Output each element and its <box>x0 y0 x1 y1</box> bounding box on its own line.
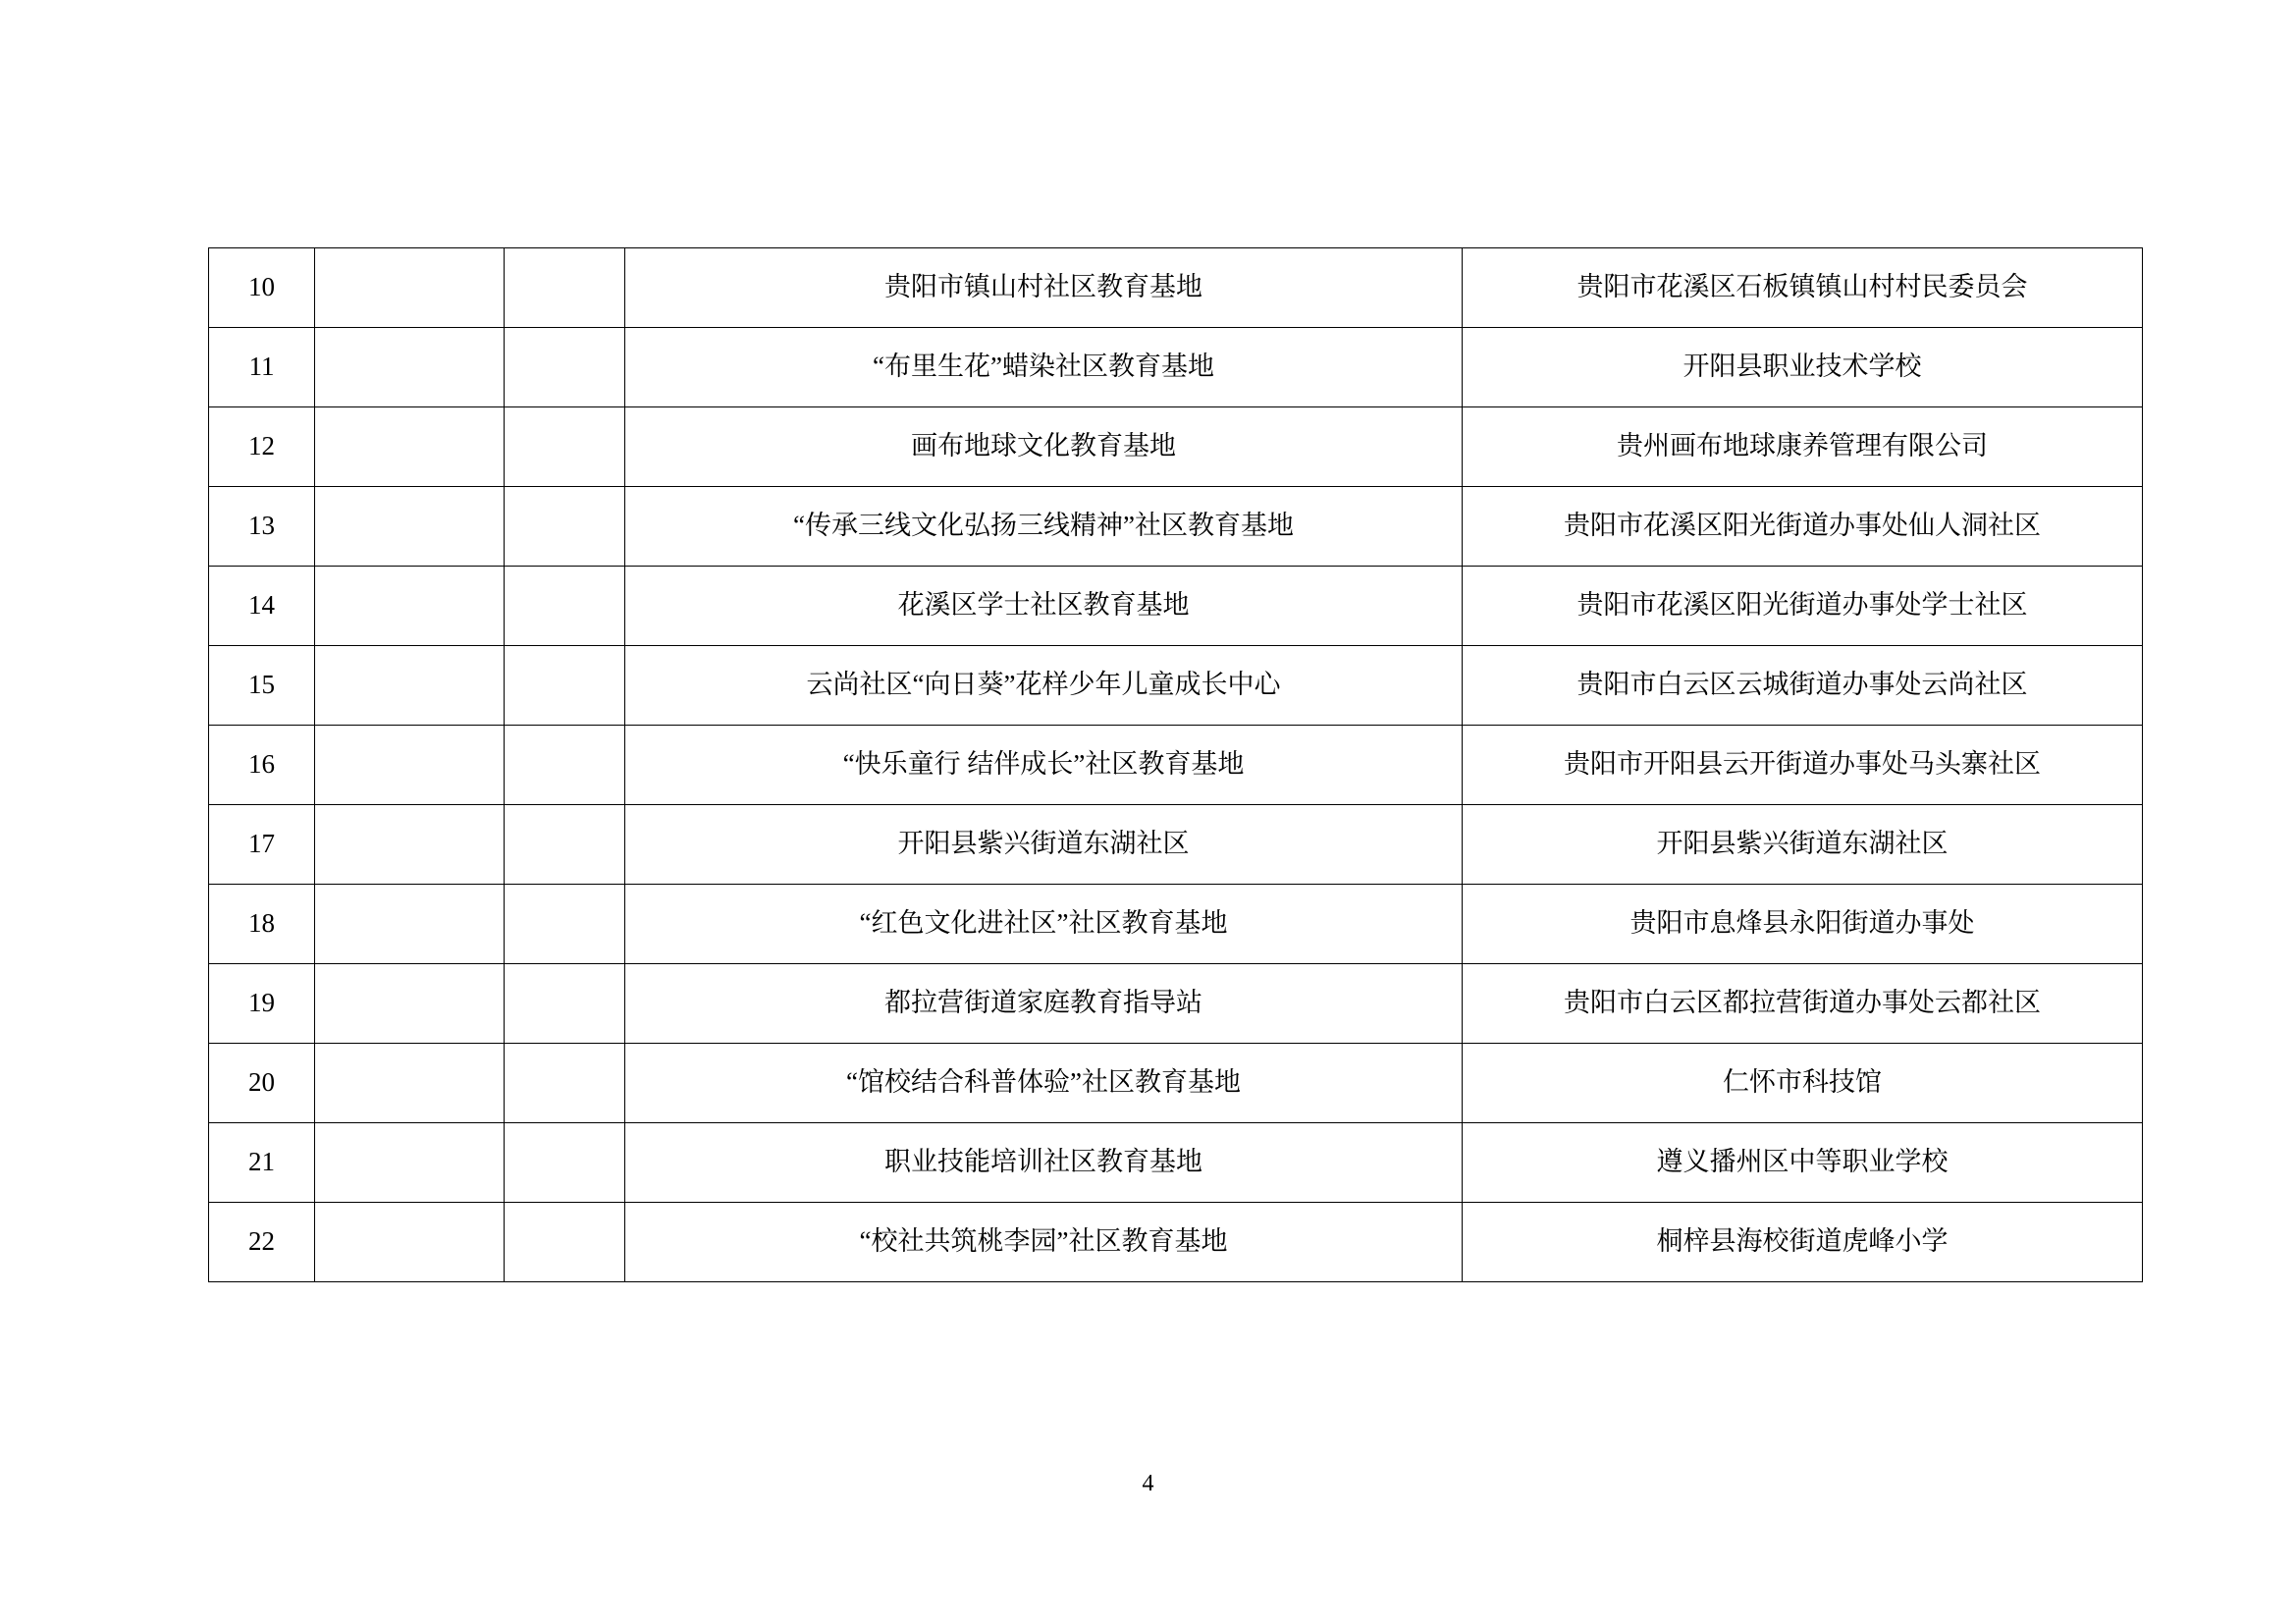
row-blank-b <box>505 248 625 328</box>
row-organization: 遵义播州区中等职业学校 <box>1463 1123 2143 1203</box>
row-blank-a <box>315 487 505 567</box>
row-blank-a <box>315 567 505 646</box>
row-blank-b <box>505 805 625 885</box>
row-organization: 仁怀市科技馆 <box>1463 1044 2143 1123</box>
row-base-name: 职业技能培训社区教育基地 <box>625 1123 1463 1203</box>
row-blank-b <box>505 407 625 487</box>
row-blank-b <box>505 726 625 805</box>
row-base-name: 开阳县紫兴街道东湖社区 <box>625 805 1463 885</box>
row-blank-a <box>315 328 505 407</box>
row-organization: 贵阳市花溪区阳光街道办事处学士社区 <box>1463 567 2143 646</box>
row-index: 16 <box>209 726 315 805</box>
row-base-name: 云尚社区“向日葵”花样少年儿童成长中心 <box>625 646 1463 726</box>
row-index: 15 <box>209 646 315 726</box>
community-education-base-table <box>208 247 2078 1282</box>
row-blank-a <box>315 1123 505 1203</box>
row-blank-a <box>315 1203 505 1282</box>
row-index: 20 <box>209 1044 315 1123</box>
table-row <box>209 248 2143 328</box>
row-organization: 开阳县紫兴街道东湖社区 <box>1463 805 2143 885</box>
table-row <box>209 1203 2143 1282</box>
row-blank-a <box>315 805 505 885</box>
row-blank-b <box>505 964 625 1044</box>
row-base-name: 贵阳市镇山村社区教育基地 <box>625 248 1463 328</box>
row-organization: 贵州画布地球康养管理有限公司 <box>1463 407 2143 487</box>
table-row <box>209 805 2143 885</box>
table-row <box>209 1044 2143 1123</box>
row-blank-a <box>315 248 505 328</box>
row-blank-a <box>315 885 505 964</box>
row-index: 10 <box>209 248 315 328</box>
table-row <box>209 885 2143 964</box>
row-blank-b <box>505 487 625 567</box>
table-row <box>209 328 2143 407</box>
row-blank-a <box>315 1044 505 1123</box>
row-base-name: 画布地球文化教育基地 <box>625 407 1463 487</box>
row-organization: 贵阳市花溪区石板镇镇山村村民委员会 <box>1463 248 2143 328</box>
row-base-name: 都拉营街道家庭教育指导站 <box>625 964 1463 1044</box>
table-row <box>209 567 2143 646</box>
page-number: 4 <box>1142 1471 1154 1496</box>
row-base-name: “校社共筑桃李园”社区教育基地 <box>625 1203 1463 1282</box>
row-blank-a <box>315 646 505 726</box>
row-index: 18 <box>209 885 315 964</box>
row-blank-b <box>505 1044 625 1123</box>
row-organization: 贵阳市白云区云城街道办事处云尚社区 <box>1463 646 2143 726</box>
row-blank-a <box>315 726 505 805</box>
row-base-name: 花溪区学士社区教育基地 <box>625 567 1463 646</box>
table-row <box>209 726 2143 805</box>
row-blank-b <box>505 1123 625 1203</box>
table-row <box>209 1123 2143 1203</box>
row-index: 14 <box>209 567 315 646</box>
row-base-name: “快乐童行 结伴成长”社区教育基地 <box>625 726 1463 805</box>
table-row <box>209 646 2143 726</box>
table-row <box>209 407 2143 487</box>
row-organization: 贵阳市花溪区阳光街道办事处仙人洞社区 <box>1463 487 2143 567</box>
row-blank-a <box>315 964 505 1044</box>
row-index: 13 <box>209 487 315 567</box>
row-organization: 贵阳市白云区都拉营街道办事处云都社区 <box>1463 964 2143 1044</box>
row-index: 11 <box>209 328 315 407</box>
row-index: 21 <box>209 1123 315 1203</box>
row-organization: 贵阳市息烽县永阳街道办事处 <box>1463 885 2143 964</box>
row-blank-b <box>505 646 625 726</box>
row-base-name: “红色文化进社区”社区教育基地 <box>625 885 1463 964</box>
row-blank-b <box>505 328 625 407</box>
table <box>208 247 2143 1282</box>
row-index: 17 <box>209 805 315 885</box>
row-organization: 开阳县职业技术学校 <box>1463 328 2143 407</box>
row-index: 22 <box>209 1203 315 1282</box>
row-organization: 桐梓县海校街道虎峰小学 <box>1463 1203 2143 1282</box>
row-base-name: “馆校结合科普体验”社区教育基地 <box>625 1044 1463 1123</box>
row-index: 19 <box>209 964 315 1044</box>
table-row <box>209 487 2143 567</box>
row-base-name: “传承三线文化弘扬三线精神”社区教育基地 <box>625 487 1463 567</box>
row-blank-b <box>505 567 625 646</box>
table-row <box>209 964 2143 1044</box>
row-index: 12 <box>209 407 315 487</box>
row-organization: 贵阳市开阳县云开街道办事处马头寨社区 <box>1463 726 2143 805</box>
row-blank-a <box>315 407 505 487</box>
row-blank-b <box>505 1203 625 1282</box>
table-body <box>209 248 2143 1282</box>
row-base-name: “布里生花”蜡染社区教育基地 <box>625 328 1463 407</box>
row-blank-b <box>505 885 625 964</box>
